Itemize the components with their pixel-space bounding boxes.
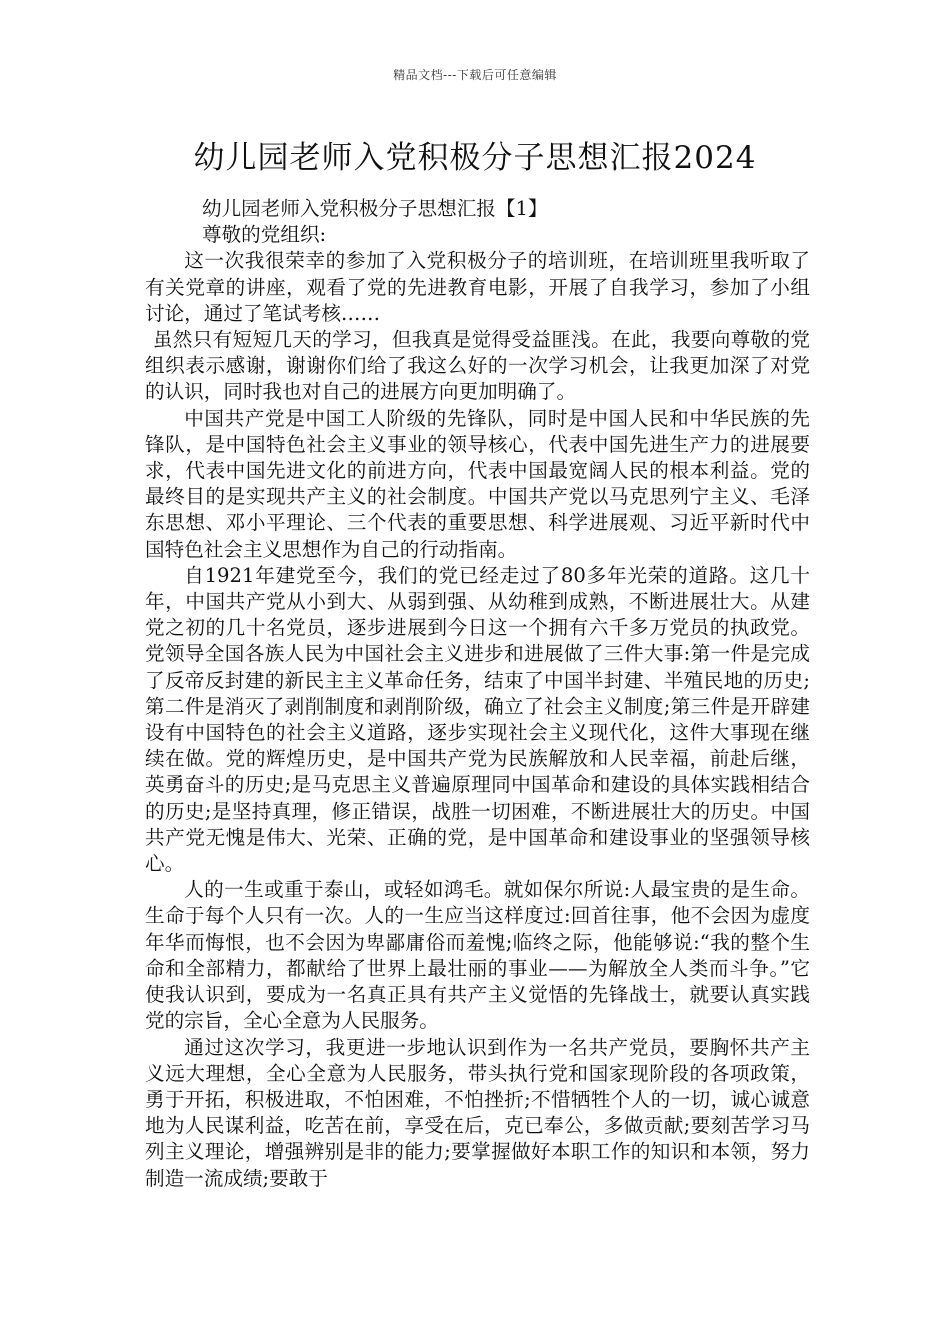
paragraph: 人的一生或重于泰山，或轻如鸿毛。就如保尔所说:人最宝贵的是生命。生命于每个人只有一次。人的一生应当这样度过:回首往事，他不会因为虚度年华而悔恨，也不会因为卑鄙庸俗而羞愧;临终之际，他能够说:“我的整个生命和全部精力，都献给了世界上最壮丽的事业——为解放全人类而斗争。”它使我认识到，要成为一名真正具有共产主义觉悟的先锋战士，就要认真实践党的宗旨，全心全意为人民服务。 — [145, 878, 810, 1033]
paragraph: 这一次我很荣幸的参加了入党积极分子的培训班，在培训班里我听取了有关党章的讲座，观看了党的先进教育电影，开展了自我学习，参加了小组讨论，通过了笔试考核…… — [145, 249, 810, 325]
section-heading: 幼儿园老师入党积极分子思想汇报【1】 — [202, 197, 548, 220]
paragraph: 自1921年建党至今，我们的党已经走过了80多年光荣的道路。这几十年，中国共产党从小到大、从弱到强、从幼稚到成熟，不断进展壮大。从建党之初的几十名党员，逐步进展到今日这一个拥有六千多万党员的执政党。党领导全国各族人民为中国社会主义进步和进展做了三件大事:第一件是完成了反帝反封建的新民主主义革命任务，结束了中国半封建、半殖民地的历史;第二件是消灭了剥削制度和剥削阶级，确立了社会主义制度;第三件是开辟建设有中国特色的社会主义道路，逐步实现社会主义现代化，这件大事现在继续在做。党的辉煌历史，是中国共产党为民族解放和人民幸福，前赴后继，英勇奋斗的历史;是马克思主义普遍原理同中国革命和建设的具体实践相结合的历史;是坚持真理，修正错误，战胜一切困难，不断进展壮大的历史。中国共产党无愧是伟大、光荣、正确的党，是中国革命和建设事业的坚强领导核心。 — [145, 563, 810, 876]
paragraph: 通过这次学习，我更进一步地认识到作为一名共产党员，要胸怀共产主义远大理想，全心全意为人民服务，带头执行党和国家现阶段的各项政策，勇于开拓，积极进取，不怕困难，不怕挫折;不惜牺牲个人的一切，诚心诚意地为人民谋利益，吃苦在前，享受在后，克已奉公，多做贡献;要刻苦学习马列主义理论，增强辨别是非的能力;要掌握做好本职工作的知识和本领，努力制造一流成绩;要敢于 — [145, 1035, 810, 1190]
document-title: 幼儿园老师入党积极分子思想汇报2024 — [193, 140, 757, 176]
document-body — [145, 196, 810, 1192]
page-header: 精品文档---下载后可任意编辑 — [393, 68, 557, 82]
paragraph: 虽然只有短短几天的学习，但我真是觉得受益匪浅。在此，我要向尊敬的党组织表示感谢，谢谢你们给了我这么好的一次学习机会，让我更加深了对党的认识，同时我也对自己的进展方向更加明确了。 — [145, 328, 810, 404]
paragraph: 中国共产党是中国工人阶级的先锋队，同时是中国人民和中华民族的先锋队，是中国特色社会主义事业的领导核心，代表中国先进生产力的进展要求，代表中国先进文化的前进方向，代表中国最宽阔人民的根本利益。党的最终目的是实现共产主义的社会制度。中国共产党以马克思列宁主义、毛泽东思想、邓小平理论、三个代表的重要思想、科学进展观、习近平新时代中国特色社会主义思想作为自己的行动指南。 — [145, 406, 810, 561]
salutation: 尊敬的党组织: — [202, 223, 327, 247]
